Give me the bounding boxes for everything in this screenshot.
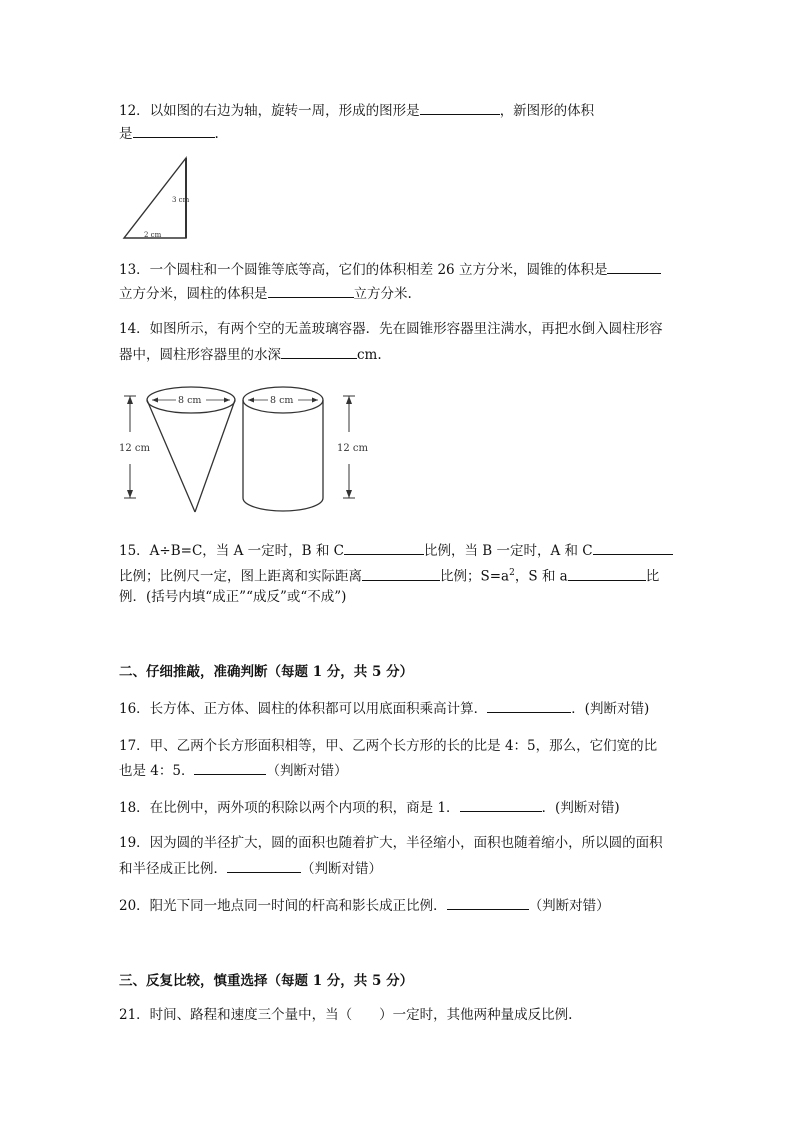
q18-text-a: 18．在比例中，两外项的积除以两个内项的积，商是 1． [119,800,460,816]
q14-line1 [119,320,663,338]
q18-line [119,797,620,817]
q14-text-b: 器中，圆柱形容器里的水深 [119,347,281,363]
q14-cone-top-label: 8 cm [178,395,202,406]
q17-text-a: 17．甲、乙两个长方形面积相等，甲、乙两个长方形的长的比是 4：5，那么，它们宽的比 [119,738,658,754]
q12-blank-1[interactable] [420,100,500,115]
section-2-title: 二、仔细推敲，准确判断（每题 1 分，共 5 分） [119,664,414,680]
q12-text-d: . [214,126,219,142]
q18-blank[interactable] [460,797,542,812]
q17-text-b: 也是 4：5． [119,763,195,779]
q15-line3 [119,588,346,606]
q12-text-c: 是 [119,126,133,142]
q12-line2 [119,123,219,143]
q19-blank[interactable] [227,858,301,873]
q14-text-a: 14．如图所示，有两个空的无盖玻璃容器．先在圆锥形容器里注满水，再把水倒入圆柱形容 [119,321,663,337]
q15-blank-3[interactable] [362,566,440,581]
q17-blank[interactable] [194,760,266,775]
q20-line [119,895,610,915]
q14-containers-figure [118,380,368,518]
q16-blank[interactable] [487,698,571,713]
q17-line1 [119,737,657,755]
q21-line [119,1006,572,1024]
q12-line1 [119,100,594,120]
q19-text-c: （判断对错） [301,861,382,877]
q15-text-b: 比例，当 B 一定时，A 和 C [423,543,593,559]
q15-text-e: ，S 和 a [514,568,568,585]
q14-line2 [119,344,382,364]
q20-text-b: （判断对错） [528,898,610,914]
q15-text-d: 比例；S=a [440,568,510,585]
q12-base-label: 2 cm [144,231,162,239]
q17-text-c: （判断对错） [266,763,348,779]
q15-line1 [119,540,673,560]
q15-blank-1[interactable] [344,540,424,555]
q15-exponent: 2 [509,568,515,578]
q13-text-b: 立方分米，圆柱的体积是 [119,286,268,302]
q15-blank-4[interactable] [568,566,646,581]
q13-line1 [119,259,661,279]
q14-cylinder-height-label: 12 cm [337,443,368,454]
q15-text-c: 比例；比例尺一定，图上距离和实际距离 [119,568,362,585]
q13-blank-2[interactable] [268,283,354,298]
q16-text-a: 16．长方体、正方体、圆柱的体积都可以用底面积乘高计算． [119,701,488,717]
q14-cone-height-label: 12 cm [119,443,150,454]
q14-cylinder-top-label: 8 cm [270,395,294,406]
q15-text-a: 15．A÷B=C，当 A 一定时，B 和 C [119,543,344,559]
q13-text-c: 立方分米. [353,286,412,302]
q15-text-g: 例．(括号内填“成正”“成反”或“不成”) [119,589,347,605]
q15-text-f: 比 [645,568,660,585]
q12-text-a: 12．以如图的右边为轴，旋转一周，形成的图形是 [119,103,420,119]
q14-blank-1[interactable] [281,344,357,359]
q19-line2 [119,858,382,878]
q21-text: 21．时间、路程和速度三个量中，当（ ）一定时，其他两种量成反比例. [119,1007,573,1023]
q12-text-b: ，新图形的体积 [499,103,595,119]
section-3-title: 三、反复比较，慎重选择（每题 1 分，共 5 分） [119,973,414,989]
q13-line2 [119,283,412,303]
q16-text-b: ．(判断对错) [571,701,650,717]
q12-height-label: 3 cm [172,196,190,204]
q12-triangle-figure [118,154,194,244]
q14-text-c: cm. [357,347,382,363]
q19-text-a: 19．因为圆的半径扩大，圆的面积也随着扩大，半径缩小，面积也随着缩小，所以圆的面积 [119,835,663,851]
q12-blank-2[interactable] [133,123,215,138]
q18-text-b: ．(判断对错) [541,800,620,816]
q17-line2 [119,760,347,780]
q15-blank-2[interactable] [593,540,673,555]
q13-text-a: 13．一个圆柱和一个圆锥等底等高，它们的体积相差 26 立方分米，圆锥的体积是 [119,262,608,278]
q15-line2 [119,564,659,586]
q19-line1 [119,834,663,852]
q20-text-a: 20．阳光下同一地点同一时间的杆高和影长成正比例． [119,898,447,914]
q19-text-b: 和半径成正比例． [119,861,227,877]
q13-blank-1[interactable] [607,259,661,274]
q16-line [119,698,649,718]
q20-blank[interactable] [447,895,529,910]
